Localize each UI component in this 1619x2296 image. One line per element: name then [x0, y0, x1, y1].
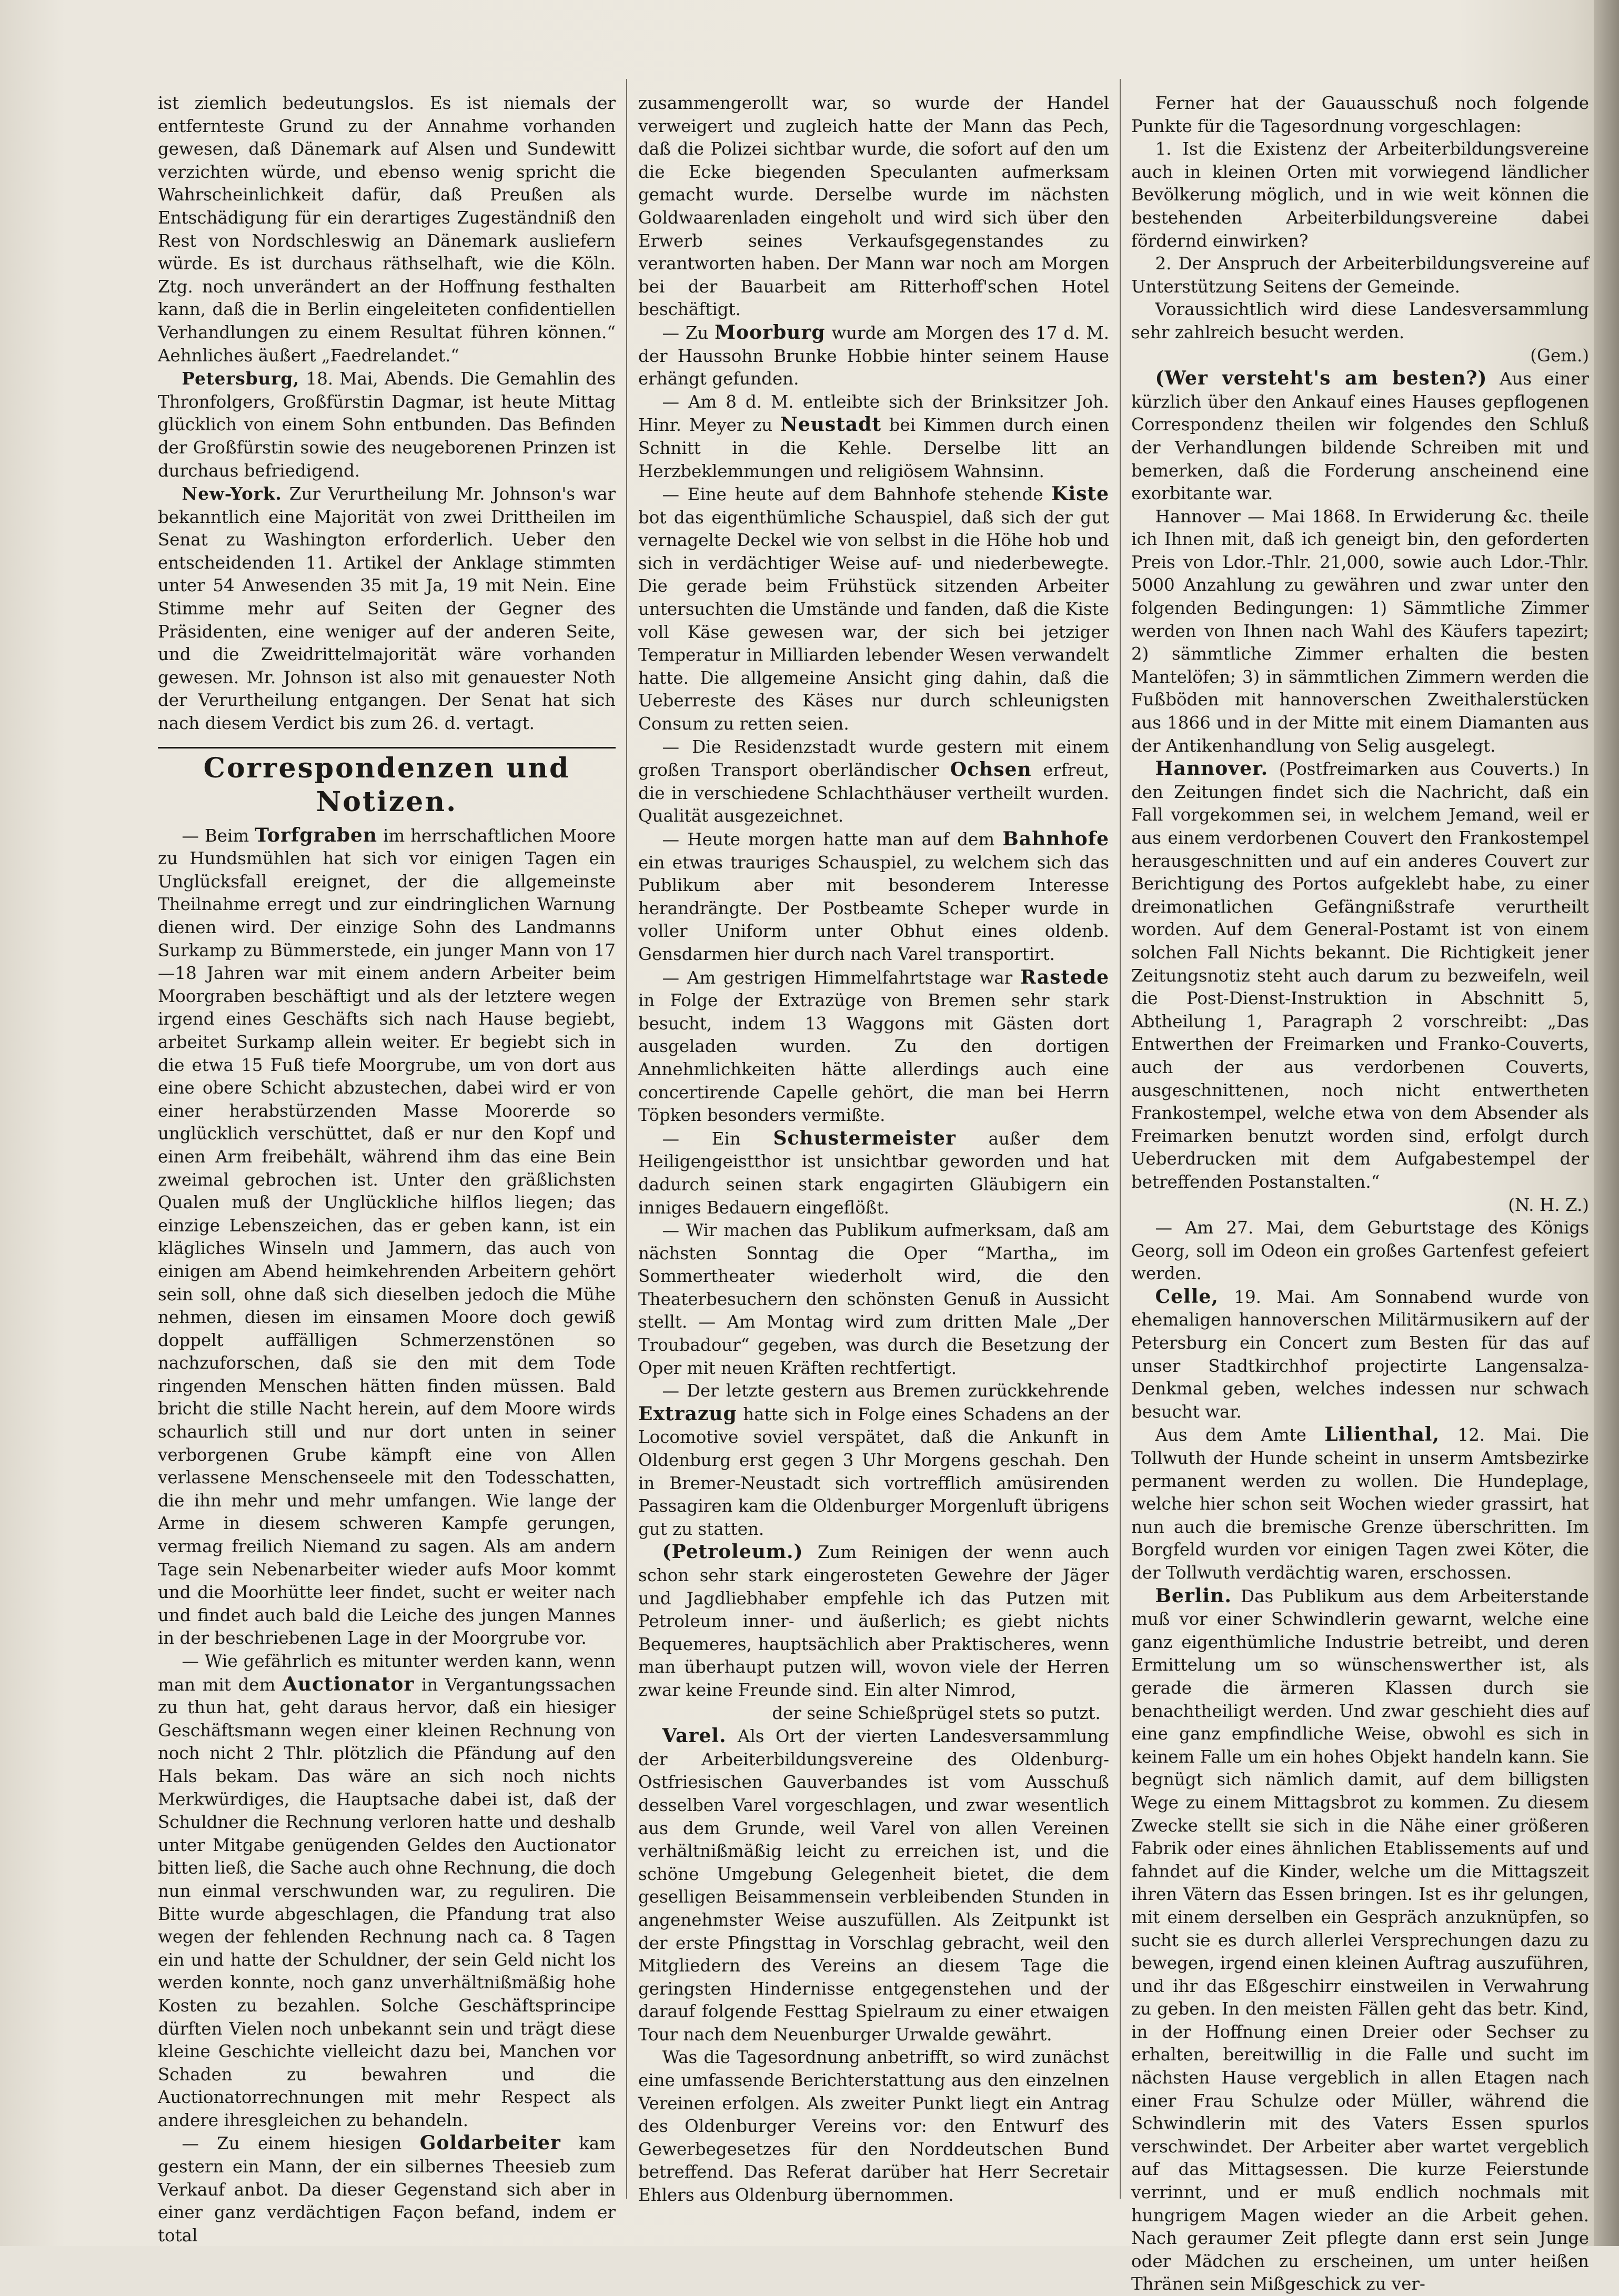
article-paragraph: — Beim Torfgraben im herrschaftlichen Moore zu Hundsmühlen hat sich vor einigen Tagen ein Unglücksfall ereignet, der die allgemeinste Theilnahme erregt und zur eindringlichen Warnung dienen wird. Der einzige Sohn des Landmanns Surkamp zu Bümmerstede, ein junger Mann von 17—18 Jahren war mit einem andern Arbeiter beim Moorgraben beschäftigt und als der letztere wegen irgend eines Geschäfts sich nach Hause begiebt, arbeitet Surkamp allein weiter. Er begiebt sich in die etwa 15 Fuß tiefe Moorgrube, um von dort aus eine obere Schicht abzustechen, dabei wird er von einer herabstürzenden Masse Moorerde so unglücklich verschüttet, daß er nur den Kopf und einen Arm freibehält, während ihm das eine Bein zweimal gebrochen ist. Unter den gräßlichsten Qualen muß der Unglückliche hilflos liegen; das einzige Lebenszeichen, das er geben kann, ist ein klägliches Winseln und Jammern, das auch von einigen am Abend heimkehrenden Arbeitern gehört sein soll, ohne daß sich dieselben jedoch die Mühe nehmen, diesen im einsamen Moore doch gewiß doppelt auffälligen Schmerzenstönen so nachzuforschen, daß sie den mit dem Tode ringenden Menschen hätten finden müssen. Bald bricht die stille Nacht herein, auf dem Moore wirds schaurlich still und nur dort unten in seiner verborgenen Grube kämpft eine von Allen verlassene Menschenseele mit den Todesschatten, die ihn mehr und mehr umfangen. Wie lange der Arme in diesem schweren Kampfe gerungen, vermag freilich Niemand zu sagen. Als am andern Tage sein Nebenarbeiter wieder aufs Moor kommt und die Moorhütte leer findet, sucht er weiter nach und findet auch bald die Leiche des jungen Mannes in der beschriebenen Lage in der Moorgrube vor.: [158, 824, 616, 1648]
keyword: (Wer versteht's am besten?): [1155, 367, 1487, 390]
article-paragraph: — Ein Schustermeister außer dem Heiligengeistthor ist unsichtbar geworden und hat dadurch seinen stark engagirten Gläubigern ein inniges Bedauern eingeflößt.: [638, 1127, 1109, 1218]
keyword: Torfgraben: [255, 824, 378, 846]
keyword: Celle,: [1155, 1285, 1219, 1308]
article-paragraph: Varel. Als Ort der vierten Landesversammlung der Arbeiterbildungsvereine des Oldenburg-Ostfriesischen Gauverbandes ist vom Ausschuß desselben Varel vorgeschlagen, und zwar wesentlich aus dem Grunde, weil Varel von allen Vereinen verhältnißmäßig leicht zu erreichen ist, und die schöne Umgebung Gelegenheit bietet, die dem geselligen Beisammensein verbleibenden Stunden in angenehmster Weise auszufüllen. Als Zeitpunkt ist der erste Pfingsttag in Vorschlag gebracht, weil den Mitgliedern des Vereins an diesem Tage die geringsten Hindernisse entgegenstehen und der darauf folgende Festtag Spielraum zu einer etwaigen Tour nach dem Neuenburger Urwalde gewährt.: [638, 1725, 1109, 2045]
article-text: Zur Verurtheilung Mr. Johnson's war bekanntlich eine Majorität von zwei Drittheilen im Senat zu Washington erforderlich. Ueber den entscheidenden 11. Artikel der Anklage stimmten unter 54 Anwesenden 35 mit Ja, 19 mit Nein. Eine Stimme mehr auf Seiten der Gegner des Präsidenten, eine weniger auf der anderen Seite, und die Zweidrittelmajorität wäre vorhanden gewesen. Mr. Johnson ist also mit genauester Noth der Verurtheilung entgangen. Der Senat hat sich nach diesem Verdict bis zum 26. d. vertagt.: [158, 484, 616, 734]
keyword: Kiste: [1051, 483, 1109, 505]
dateline-city: New-York.: [182, 483, 282, 504]
source-attribution: (Gem.): [1530, 345, 1589, 366]
dateline-city: Petersburg,: [182, 368, 300, 389]
article-paragraph: — Der letzte gestern aus Bremen zurückkehrende Extrazug hatte sich in Folge eines Schadens an der Locomotive soviel verspätet, daß die Ankunft in Oldenburg erst gegen 3 Uhr Morgens geschah. Den in Bremer-Neustadt sich vortrefflich amüsirenden Passagiren kam die Oldenburger Morgenluft übrigens gut zu statten.: [638, 1381, 1109, 1539]
keyword: Neustadt: [780, 413, 881, 436]
article-paragraph: — Wie gefährlich es mitunter werden kann, wenn man mit dem Auctionator in Vergantungssachen zu thun hat, geht daraus hervor, daß ein hiesiger Geschäftsmann wegen einer kleinen Rechnung von noch nicht 2 Thlr. plötzlich die Pfändung auf den Hals bekam. Das wäre an sich noch nichts Merkwürdiges, die Hauptsache dabei ist, daß der Schuldner die Rechnung verloren hatte und deshalb unter Mitgabe genügenden Geldes den Auctionator bitten ließ, die Sache auch ohne Rechnung, die doch nun einmal verschwunden war, zu reguliren. Die Bitte wurde abgeschlagen, die Pfandung trat also wegen der fehlenden Rechnung nach ca. 8 Tagen ein und hatte der Schuldner, der sein Geld nicht los werden konnte, noch ganz unverhältnißmäßig hohe Kosten zu bezahlen. Solche Geschäftsprincipe dürften Vielen noch unbekannt sein und trägt diese kleine Geschichte vielleicht dazu bei, Manchen vor Schaden zu bewahren und die Auctionatorrechnungen mit mehr Respect als andere ihresgleichen zu behandeln.: [158, 1651, 616, 2130]
source-attribution: (N. H. Z.): [1508, 1195, 1589, 1215]
keyword: Goldarbeiter: [419, 2132, 561, 2155]
keyword: Ochsen: [950, 758, 1032, 781]
article-paragraph: [158, 367, 616, 482]
article-paragraph: [158, 482, 616, 735]
article-paragraph: Voraussichtlich wird diese Landesversammlung sehr zahlreich besucht werden.: [1131, 299, 1589, 342]
article-paragraph: Celle, 19. Mai. Am Sonnabend wurde von ehemaligen hannoverschen Militärmusikern auf der Petersburg ein Concert zum Besten für das auf unser Stadtkirchhof projectirte Langensalza-Denkmal geben, welches indessen nur schwach besucht war.: [1131, 1285, 1589, 1422]
keyword: Berlin.: [1155, 1584, 1232, 1607]
article-paragraph: — Heute morgen hatte man auf dem Bahnhofe ein etwas trauriges Schauspiel, zu welchem sich das Publikum aber mit besonderem Interesse herandrängte. Der Postbeamte Scheper wurde in voller Uniform unter Obhut eines oldenb. Gensdarmen hier durch nach Varel transportirt.: [638, 828, 1109, 964]
article-paragraph: — Eine heute auf dem Bahnhofe stehende Kiste bot das eigenthümliche Schauspiel, daß sich der gut vernagelte Deckel wie von selbst in die Höhe hob und sich in verdächtiger Weise auf- und niederbewegte. Die gerade beim Frühstück sitzenden Arbeiter untersuchten die Umstände und fanden, daß die Kiste voll Käse gewesen war, der sich bei jetziger Temperatur in Milliarden lebender Wesen verwandelt hatte. Die allgemeine Ansicht ging dahin, daß die Ueberreste des Käses nur durch schleunigsten Consum zu retten seien.: [638, 483, 1109, 734]
signature-line: der seine Schießprügel stets so putzt.: [772, 1703, 1101, 1723]
section-heading-block: [158, 747, 616, 819]
column-3: [1131, 92, 1589, 2294]
keyword: Hannover.: [1155, 757, 1269, 780]
article-paragraph: Hannover — Mai 1868. In Erwiderung &c. theile ich Ihnen mit, daß ich geneigt bin, den geforderten Preis von Ldor.-Thlr. 21,000, sowie auch Ldor.-Thlr. 5000 Anzahlung zu gewähren und zwar unter den folgenden Bedingungen: 1) Sämmtliche Zimmer werden von Ihnen nach Wahl des Käufers tapezirt; 2) sämmtliche Zimmer erhalten die besten Mantelöfen; 3) in sämmtlichen Zimmern werden die Fußböden mit hannoverschen Zweithalerstücken aus 1866 und in der Mitte mit einem Diamanten aus der Antikenhandlung von Selig ausgelegt.: [1131, 506, 1589, 756]
article-paragraph: — Die Residenzstadt wurde gestern mit einem großen Transport oberländischer Ochsen erfreut, die in verschiedene Schlachthäuser vertheilt wurden. Qualität ausgezeichnet.: [638, 736, 1109, 826]
article-paragraph: Ferner hat der Gauausschuß noch folgende Punkte für die Tagesordnung vorgeschlagen:: [1131, 93, 1589, 136]
keyword: Lilienthal,: [1324, 1423, 1440, 1446]
article-paragraph: Hannover. (Postfreimarken aus Couverts.) In den Zeitungen findet sich die Nachricht, daß ein Fall vorgekommen sei, in welchem Jemand, weil er aus einem verdorbenen Couvert den Frankostempel herausgeschnitten und auf ein anderes Couvert zur Berichtigung des Portos aufgeklebt habe, zu einer dreimonatlichen Gefängnißstrafe verurtheilt worden. Auf dem General-Postamt ist von einem solchen Fall Nichts bekannt. Die Richtigkeit jener Zeitungsnotiz steht auch darum zu bezweifeln, weil die Post-Dienst-Instruktion in Abschnitt 5, Abtheilung 1, Paragraph 2 vorschreibt: „Das Entwerthen der Freimarken und Franko-Couverts, auch der aus verdorbenen Couverts, ausgeschnittenen, noch nicht entwertheten Frankostempel, welche etwa von dem Absender als Freimarken benutzt worden sind, erfolgt durch Ueberdrucken mit dem Aufgabestempel der betreffenden Postanstalten.“: [1131, 757, 1589, 1192]
column-rule: [626, 79, 627, 2199]
section-heading: Correspondenzen und Notizen.: [203, 752, 570, 818]
article-paragraph: — Zu einem hiesigen Goldarbeiter kam gestern ein Mann, der ein silbernes Theesieb zum Verkauf anbot. Da dieser Gegenstand sich aber in einer ganz verdächtigen Façon befand, indem er total: [158, 2132, 616, 2246]
article-paragraph: — Am gestrigen Himmelfahrtstage war Rastede in Folge der Extrazüge von Bremen sehr stark besucht, indem 13 Waggons mit Gästen dort ausgeladen wurden. Zu den dortigen Annehmlichkeiten hätte allerdings auch eine concertirende Capelle gehört, die man bei Herrn Töpken besonders vermißte.: [638, 966, 1109, 1126]
agenda-item: 1. Ist die Existenz der Arbeiterbildungsvereine auch in kleinen Orten mit vorwiegend ländlicher Bevölkerung möglich, und in wie weit können die bestehenden Arbeiterbildungsvereine dabei fördernd einwirken?: [1131, 139, 1589, 251]
article-text: 18. Mai, Abends. Die Gemahlin des Thronfolgers, Großfürstin Dagmar, ist heute Mittag glücklich von einem Sohn entbunden. Das Befinden der Großfürstin sowie des neugeborenen Prinzen ist durchaus befriedigend.: [158, 369, 616, 481]
article-paragraph: — Zu Moorburg wurde am Morgen des 17 d. M. der Haussohn Brunke Hobbie hinter seinem Hause erhängt gefunden.: [638, 321, 1109, 389]
article-paragraph: — Am 27. Mai, dem Geburtstage des Königs Georg, soll im Odeon ein großes Gartenfest gefeiert werden.: [1131, 1218, 1589, 1284]
article-paragraph: Aus dem Amte Lilienthal, 12. Mai. Die Tollwuth der Hunde scheint in unserm Amtsbezirke permanent werden zu wollen. Die Hundeplage, welche hier schon seit Wochen wieder grassirt, hat nun auch die bremische Grenze überschritten. Im Borgfeld wurden vor einigen Tagen zwei Köter, die der Tollwuth verdächtig waren, erschossen.: [1131, 1423, 1589, 1583]
article-paragraph: — Wir machen das Publikum aufmerksam, daß am nächsten Sonntag die Oper “Martha„ im Sommertheater wiederholt wird, die den Theaterbesuchern den schönsten Genuß in Aussicht stellt. — Am Montag wird zum dritten Male „Der Troubadour“ gegeben, was durch die Besetzung der Oper mit neuen Kräften rechtfertigt.: [638, 1220, 1109, 1378]
article-paragraph: zusammengerollt war, so wurde der Handel verweigert und zugleich hatte der Mann das Pech, daß die Polizei sichtbar wurde, die sofort auf den um die Ecke biegenden Speculanten aufmerksam gemacht wurde. Derselbe wurde im nächsten Goldwaarenladen eingeholt und wird sich über den Erwerb seines Verkaufsgegenstandes zu verantworten haben. Der Mann war noch am Morgen bei der Bauarbeit am Ritterhoff'schen Hotel beschäftigt.: [638, 93, 1109, 320]
article-paragraph: (Petroleum.) Zum Reinigen der wenn auch schon sehr stark eingerosteten Gewehre der Jäger und Jagdliebhaber empfehle ich das Putzen mit Petroleum inner- und äußerlich; es giebt nichts Bequemeres, hauptsächlich aber Praktischeres, wenn man überhaupt putzen will, wovon viele der Herren zwar keine Freunde sind. Ein alter Nimrod,: [638, 1541, 1109, 1700]
keyword: (Petroleum.): [662, 1541, 803, 1563]
keyword: Moorburg: [715, 321, 826, 343]
column-1: [158, 92, 616, 2246]
keyword: Auctionator: [282, 1673, 415, 1695]
article-paragraph: Berlin. Das Publikum aus dem Arbeiterstande muß vor einer Schwindlerin gewarnt, welche eine ganz eigenthümliche Industrie betreibt, und deren Ermittelung um so wünschenswerther ist, als gerade die ärmeren Klassen durch sie benachtheiligt werden. Und zwar geschieht dies auf eine ganz empfindliche Weise, obwohl es sich in keinem Falle um ein hohes Objekt handeln kann. Sie begnügt sich nämlich damit, auf dem billigsten Wege zu einem Mittagsbrot zu kommen. Zu diesem Zwecke stellt sie sich in die Nähe einer größeren Fabrik oder eines ähnlichen Etablissements auf und fahndet auf die Kinder, welche um die Mittagszeit ihren Vätern das Essen bringen. Ist es ihr gelungen, mit einem derselben ein Gespräch anzuknüpfen, so sucht sie es durch allerlei Versprechungen dazu zu bewegen, irgend einen kleinen Auftrag auszuführen, und ihr das Eßgeschirr einstweilen in Verwahrung zu geben. In den meisten Fällen geht das betr. Kind, in der Hoffnung einen Dreier oder Sechser zu erhalten, bereitwillig in die Falle und sucht im nächsten Hause vergeblich in allen Etagen nach einer Frau Schulze oder Müller, während die Schwindlerin mit des Vaters Essen spurlos verschwindet. Der Arbeiter aber wartet vergeblich auf das Mittagsessen. Die kurze Feierstunde verrinnt, und er muß endlich nochmals mit hungrigem Magen wieder an die Arbeit gehen. Nach geraumer Zeit pflegte dann erst sein Junge oder Mädchen zu erscheinen, um unter heißen Thränen sein Mißgeschick zu ver-: [1131, 1584, 1589, 2294]
article-paragraph: ist ziemlich bedeutungslos. Es ist niemals der entfernteste Grund zu der Annahme vorhanden gewesen, daß Dänemark auf Alsen und Sundewitt verzichten würde, und ebenso wenig spricht die Wahrscheinlichkeit dafür, daß Preußen als Entschädigung für ein derartiges Zugeständniß den Rest von Nordschleswig an Dänemark ausliefern würde. Es ist durchaus räthselhaft, wie die Köln. Ztg. noch unverändert an der Hoffnung festhalten kann, daß die in Berlin eingeleiteten confidentiellen Verhandlungen zu einem Resultat führen können.“ Aehnliches äußert „Faedrelandet.“: [158, 93, 616, 366]
article-paragraph: (Wer versteht's am besten?) Aus einer kürzlich über den Ankauf eines Hauses gepflogenen Correspondenz theilen wir folgendes den Schluß der Verhandlungen bildende Schreiben mit und bemerken, daß die Forderung anscheinend eine exorbitante war.: [1131, 367, 1589, 504]
agenda-item: 2. Der Anspruch der Arbeiterbildungsvereine auf Unterstützung Seitens der Gemeinde.: [1131, 254, 1589, 297]
keyword: Rastede: [1020, 966, 1109, 988]
article-paragraph: — Am 8 d. M. entleibte sich der Brinksitzer Joh. Hinr. Meyer zu Neustadt bei Kimmen durch einen Schnitt in die Kehle. Derselbe litt an Herzbeklemmungen und religiösem Wahnsinn.: [638, 391, 1110, 481]
column-rule: [1120, 79, 1121, 2199]
keyword: Bahnhofe: [1002, 828, 1109, 850]
keyword: Extrazug: [638, 1402, 737, 1425]
page-edge-shadow: [1594, 0, 1619, 2246]
keyword: Schustermeister: [773, 1127, 956, 1149]
article-paragraph: Was die Tagesordnung anbetrifft, so wird zunächst eine umfassende Berichterstattung aus den einzelnen Vereinen erfolgen. Als zweiter Punkt liegt ein Antrag des Oldenburger Vereins vor: den Entwurf des Gewerbegesetzes für den Norddeutschen Bund betreffend. Das Referat darüber hat Herr Secretair Ehlers aus Oldenburg übernommen.: [638, 2047, 1109, 2206]
column-2: [638, 92, 1109, 2212]
keyword: Varel.: [662, 1725, 727, 1747]
